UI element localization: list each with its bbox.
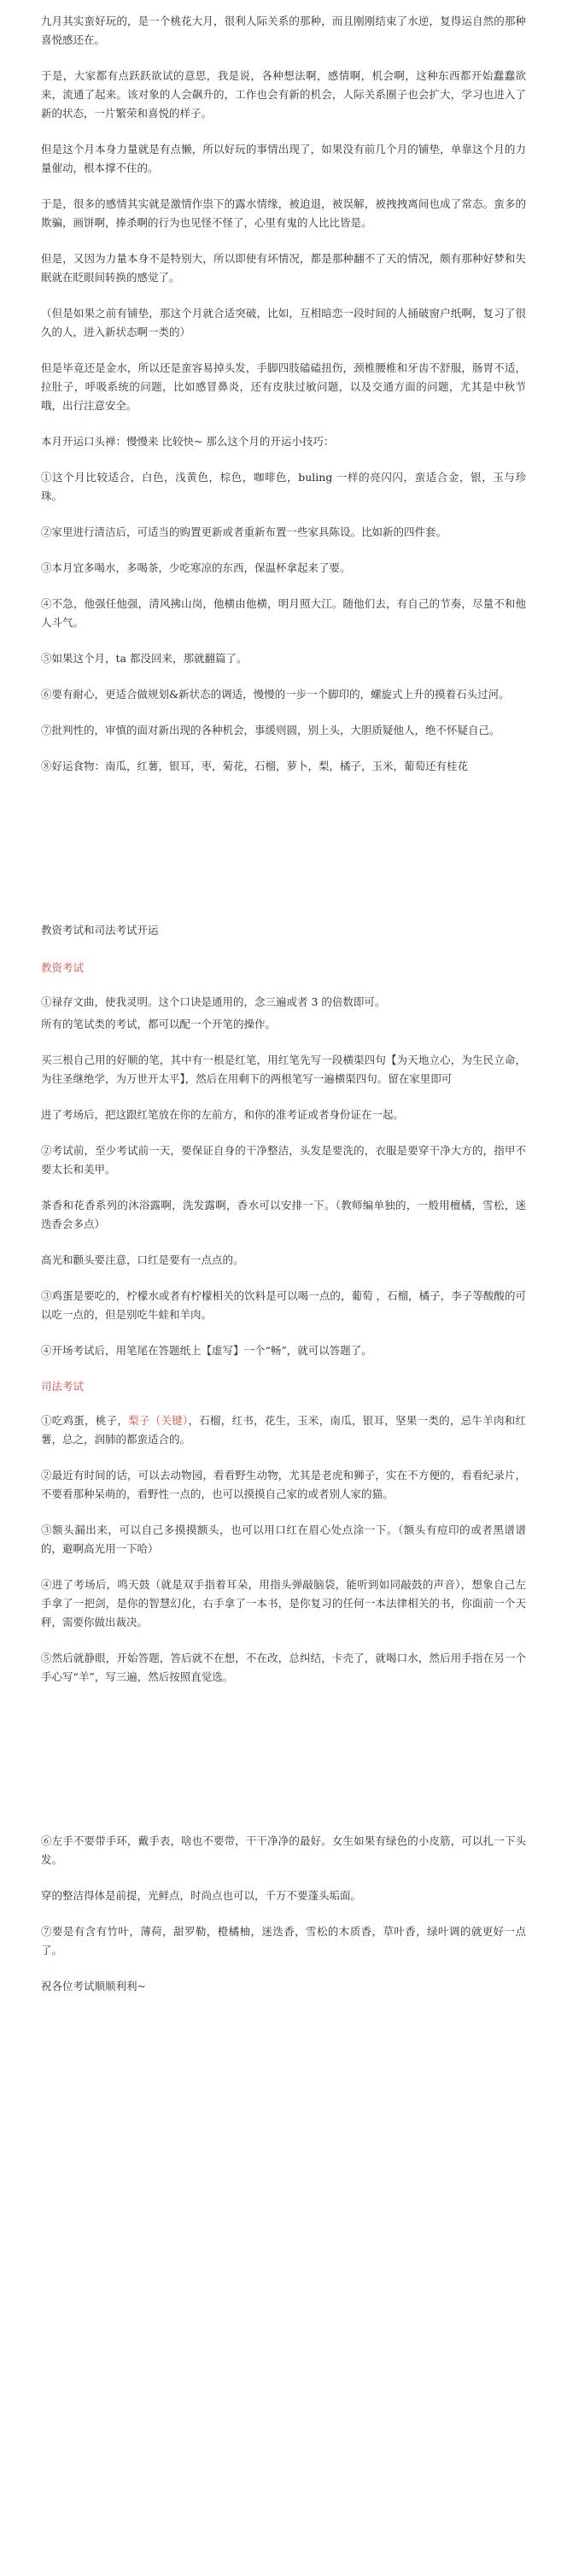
teacher-item: 进了考场后，把这跟红笔放在你的左前方，和你的准考证或者身份证在一起。: [41, 1108, 405, 1121]
law-item: ⑦要是有含有竹叶，薄荷，甜罗勒，橙橘柚，迷迭香，雪松的木质香，草叶香，绿叶调的就更好一点了。: [41, 1925, 526, 1957]
paragraph-health: 但是毕竟还是金水，所以还是蛮容易掉头发，手脚四肢磕磕扭伤，颈椎腰椎和牙齿不舒服，肠胃不适，拉肚子，呼吸系统的问题，比如感冒鼻炎，还有皮肤过敏问题，以及交通方面的问题，尤其是中秋节哦，出行注意安全。: [41, 361, 526, 412]
teacher-exam-heading: 教资考试: [41, 961, 85, 974]
paragraph-breakthrough: （但是如果之前有铺垫，那这个月就合适突破，比如，互相暗恋一段时间的人捅破窗户纸啊，复习了很久的人，进入新状态啊一类的）: [41, 307, 526, 338]
tip-item: ⑥要有耐心，更适合做规划&新状态的调适，慢慢的一步一个脚印的，螺旋式上升的摸着石头过河。: [41, 688, 510, 701]
paragraph-mantra: 本月开运口头禅：慢慢来 比较快~ 那么这个月的开运小技巧：: [41, 435, 335, 448]
paragraph-weak-energy: 但是这个月本身力量就是有点懒，所以好玩的事情出现了，如果没有前几个月的铺垫，单靠这个月的力量催动，根本撑不住的。: [41, 143, 526, 174]
law-item-food-suffix: ，石榴，红书，花生，玉米，南瓜，银耳，坚果一类的，忌牛羊肉和红薯，总之，润肺的都蛮适合的。: [41, 1414, 526, 1446]
teacher-item: 所有的笔试类的考试，都可以配一个开笔的操作。: [41, 1018, 277, 1030]
law-item-food: [41, 1411, 526, 1449]
teacher-item: 高光和颧头要注意，口红是要有一点点的。: [41, 1253, 244, 1266]
teacher-item: ①禄存文曲，使我灵明。这个口诀是通用的，念三遍或者 3 的倍数即可。: [41, 995, 386, 1008]
law-item-food-prefix: ①吃鸡蛋，桃子，: [41, 1414, 129, 1427]
teacher-item: 茶香和花香系列的沐浴露啊，洗发露啊，香水可以安排一下。（教师编单独的，一般用檀橘，雪松，迷迭香会多点）: [41, 1199, 526, 1230]
law-item: ⑥左手不要带手环，戴手表，啥也不要带，干干净净的最好。女生如果有绿色的小皮筋，可以扎一下头发。: [41, 1834, 526, 1866]
paragraph-intro: 九月其实蛮好玩的，是一个桃花大月，很利人际关系的那种，而且刚刚结束了水逆，复得运自然的那种喜悦感还在。: [41, 15, 526, 46]
paragraph-opportunities: 于是，大家都有点跃跃欲试的意思，我是说，各种想法啊，感情啊，机会啊，这种东西都开始蠢蠢欲来，流通了起来。该对象的人会飙升的，工作也会有新的机会，人际关系圈子也会扩大，学习也进入了新的状态，一片繁荣和喜悦的样子。: [41, 69, 526, 120]
teacher-item: ④开场考试后，用笔尾在答题纸上【虚写】一个“畅”，就可以答题了。: [41, 1344, 372, 1357]
law-item: ⑤然后就静眼，开始答题，答后就不在想，不在改，总纠结，卡壳了，就喝口水，然后用手指在另一个手心写“羊”，写三遍，然后按照直觉选。: [41, 1652, 526, 1683]
exam-section-title: 教资考试和司法考试开运: [41, 924, 159, 936]
paragraph-minor-issues: 但是，又因为力量本身不是特别大，所以即使有坏情况，都是那种翻不了天的情况，颇有那种好梦和失眠就在眨眼间转换的感觉了。: [41, 252, 526, 284]
teacher-item: ②考试前，至少考试前一天，要保证自身的干净整洁，头发是要洗的，衣服是要穿干净大方的，指甲不要太长和美甲。: [41, 1144, 526, 1176]
teacher-item: 买三根自己用的好顺的笔，其中有一根是红笔，用红笔先写一段横渠四句【为天地立心，为生民立命，为往圣继绝学，为万世开太平】，然后在用剩下的两根笔写一遍横渠四句。留在家里即可: [41, 1053, 526, 1085]
tip-item: ⑤如果这个月，ta 都没回来，那就翻篇了。: [41, 652, 248, 665]
blank-space: [41, 1704, 526, 1832]
teacher-item: ③鸡蛋是要吃的，柠檬水或者有柠檬相关的饮料是可以喝一点的，葡萄 ，石榴，橘子，李子等酸酸的可以吃一点的，但是别吃牛蛙和羊肉。: [41, 1289, 526, 1321]
law-item: ③额头漏出来，可以自己多摸摸额头，也可以用口红在眉心处点涂一下。（额头有痘印的或者黑谱谱的，避啊高光用一下哈）: [41, 1523, 526, 1555]
law-item: ②最近有时间的话，可以去动物园，看看野生动物，尤其是老虎和狮子，实在不方便的，看看纪录片，不要看那种呆萌的，看野性一点的，也可以摸摸自己家的或者别人家的猫。: [41, 1469, 526, 1500]
tip-item: ⑦批判性的，审慎的面对新出现的各种机会，事缓则圆，别上头，大胆质疑他人，绝不怀疑自己。: [41, 724, 500, 736]
law-item: 穿的整洁得体是前提，光鲜点，时尚点也可以，千万不要蓬头垢面。: [41, 1889, 362, 1902]
paragraph-relationships: 于是，很多的感情其实就是激情作祟下的露水情缘，被迫退，被误解，被拽拽离间也成了常态。蛮多的欺骗，画饼啊，捧杀啊的行为也见怪不怪了，心里有鬼的人比比皆是。: [41, 197, 526, 229]
law-item: ④进了考场后，鸣天鼓（就是双手指着耳朵，用指头弹敲脑袋，能听到如同敲鼓的声音），想象自己左手拿了一把剑，是你的智慧幻化，右手拿了一本书，是你复习的任何一本法律相关的书，你面前一个天秤，需要你做出裁决。: [41, 1578, 526, 1628]
tip-item: ④不急，他强任他强，清风拂山岗，他横由他横，明月照大江。随他们去，有自己的节奏，尽量不和他人斗气。: [41, 597, 526, 629]
law-exam-heading: 司法考试: [41, 1380, 85, 1393]
tip-item: ⑧好运食物：南瓜，红薯，银耳，枣，菊花，石榴，萝卜，梨，橘子，玉米，葡萄还有桂花: [41, 760, 469, 772]
blank-space: [41, 793, 526, 921]
law-item-food-highlight: 梨子（关键）: [128, 1414, 189, 1427]
tip-item: ①这个月比较适合，白色，浅黄色，棕色，咖啡色，buling 一样的亮闪闪，蛮适合金，银，玉与珍珠。: [41, 471, 526, 502]
closing-wish: 祝各位考试顺顺利利~: [41, 1980, 146, 1992]
tip-item: ②家里进行清洁后，可适当的购置更新或者重新布置一些家具陈设。比如新的四件套。: [41, 525, 447, 538]
tip-item: ③本月宜多喝水，多喝茶，少吃寒凉的东西，保温杯拿起来了要。: [41, 561, 351, 574]
